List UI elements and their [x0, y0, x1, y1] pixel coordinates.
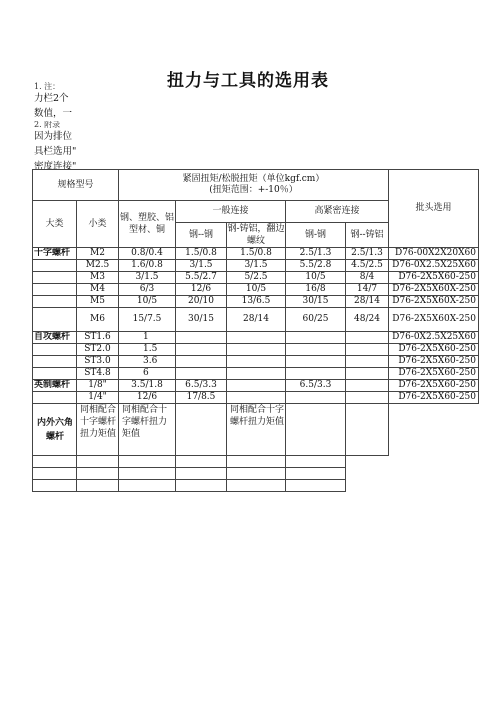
category-cell-empty — [33, 344, 77, 356]
material-cell: 1.6/0.8 — [119, 260, 176, 272]
general-a-cell: 17/8.5 — [176, 392, 227, 404]
material-header: 钢、塑胶、铝型材、铜 — [119, 201, 176, 248]
material-cell: 3/1.5 — [119, 272, 176, 284]
minor-cell: M5 — [77, 296, 119, 308]
material-cell: 0.8/0.4 — [119, 248, 176, 260]
general-a-cell: 6.5/3.3 — [176, 380, 227, 392]
table-row — [33, 272, 479, 284]
general-a-cell — [176, 404, 227, 456]
bit-cell: D76-2X5X60X-250 — [389, 308, 479, 332]
high-a-cell: 5.5/2.8 — [286, 260, 346, 272]
major-header: 大类 — [33, 201, 77, 248]
high-a-cell: 30/15 — [286, 296, 346, 308]
same-as-cell: 同相配合十字螺杆扭力矩值 — [77, 404, 119, 456]
high-b-cell: 14/7 — [346, 284, 389, 296]
category-cell-empty — [33, 284, 77, 296]
material-cell: 6/3 — [119, 284, 176, 296]
note-line: 因为排位 — [34, 131, 73, 142]
table-row — [33, 260, 479, 272]
category-cell-empty — [33, 356, 77, 368]
category-cell-empty — [33, 272, 77, 284]
note-line: 1. 注： — [34, 82, 61, 91]
general-a-cell: 12/6 — [176, 284, 227, 296]
material-cell: 3.6 — [119, 356, 176, 368]
high-b-cell — [346, 356, 389, 368]
steel-alu-header: 钢--铸铝 — [346, 223, 389, 248]
high-b-cell: 4.5/2.5 — [346, 260, 389, 272]
bit-header: 批头选用 — [389, 170, 479, 248]
minor-cell: ST1.6 — [77, 332, 119, 344]
category-cell-empty — [33, 368, 77, 380]
bit-cell: D76-2X5X60-250 — [389, 356, 479, 368]
general-a-cell: 20/10 — [176, 296, 227, 308]
general-a-cell: 30/15 — [176, 308, 227, 332]
torque-header-line1: 紧固扭矩/松脱扭矩（单位kgf.cm） — [182, 174, 325, 184]
bit-cell — [389, 404, 479, 456]
general-b-cell — [227, 368, 286, 380]
table-row — [33, 380, 479, 392]
header-row-1 — [33, 170, 479, 201]
general-a-cell: 3/1.5 — [176, 260, 227, 272]
high-b-cell — [346, 332, 389, 344]
bit-cell: D76-2X5X60X-250 — [389, 284, 479, 296]
category-cell: 内外六角螺杆 — [33, 404, 77, 456]
bit-cell: D76-0X2.5X25X60 — [389, 260, 479, 272]
bit-cell: D76-2X5X60-250 — [389, 344, 479, 356]
high-b-cell: 48/24 — [346, 308, 389, 332]
category-cell: 英制螺杆 — [33, 380, 77, 392]
bit-cell: D76-2X5X60-250 — [389, 380, 479, 392]
high-a-cell: 10/5 — [286, 272, 346, 284]
general-b-cell: 28/14 — [227, 308, 286, 332]
general-b-cell: 3/1.5 — [227, 260, 286, 272]
high-a-cell — [286, 404, 346, 456]
table-row — [33, 392, 479, 404]
minor-cell: 1/8" — [77, 380, 119, 392]
material-cell: 12/6 — [119, 392, 176, 404]
material-cell: 3.5/1.8 — [119, 380, 176, 392]
steel-steel2-header: 钢-钢 — [286, 223, 346, 248]
category-cell-empty — [33, 260, 77, 272]
table-row — [33, 308, 479, 332]
general-b-cell — [227, 344, 286, 356]
table-row — [33, 284, 479, 296]
general-a-cell — [176, 344, 227, 356]
category-cell: 自攻螺杆 — [33, 332, 77, 344]
general-a-cell — [176, 368, 227, 380]
note-line: 力栏2个 — [34, 93, 69, 104]
table-row — [33, 332, 479, 344]
material-cell: 1.5 — [119, 344, 176, 356]
general-b-cell — [227, 392, 286, 404]
high-a-cell — [286, 344, 346, 356]
spec-header: 规格型号 — [33, 170, 119, 201]
torque-table — [32, 169, 479, 492]
bit-cell: D76-2X5X60-250 — [389, 272, 479, 284]
general-b-cell: 13/6.5 — [227, 296, 286, 308]
high-a-cell — [286, 368, 346, 380]
high-header: 高紧密连接 — [286, 201, 389, 223]
note-line: 密度连接" — [34, 161, 77, 172]
minor-header: 小类 — [77, 201, 119, 248]
material-cell: 1 — [119, 332, 176, 344]
minor-cell: ST3.0 — [77, 356, 119, 368]
general-b-cell: 5/2.5 — [227, 272, 286, 284]
high-b-cell — [346, 368, 389, 380]
table-row — [33, 404, 479, 456]
category-cell: 十字螺杆 — [33, 248, 77, 260]
high-b-cell — [346, 392, 389, 404]
high-b-cell — [346, 380, 389, 392]
high-a-cell: 2.5/1.3 — [286, 248, 346, 260]
torque-header-line2: (扭矩范围：+-10％） — [209, 185, 298, 195]
general-b-cell: 10/5 — [227, 284, 286, 296]
steel-steel-header: 钢--钢 — [176, 223, 227, 248]
empty-row — [33, 456, 479, 468]
general-header: 一般连接 — [176, 201, 286, 223]
empty-row — [33, 468, 479, 480]
high-b-cell: 28/14 — [346, 296, 389, 308]
minor-cell: M2 — [77, 248, 119, 260]
high-a-cell: 16/8 — [286, 284, 346, 296]
minor-cell: M2.5 — [77, 260, 119, 272]
material-cell: 6 — [119, 368, 176, 380]
note-line: 具栏选用" — [34, 146, 77, 157]
bit-cell: D76-2X5X60-250 — [389, 368, 479, 380]
table-row — [33, 296, 479, 308]
general-a-cell: 5.5/2.7 — [176, 272, 227, 284]
high-a-cell: 60/25 — [286, 308, 346, 332]
same-as-cell: 同相配合十字螺杆扭力矩值 — [227, 404, 286, 456]
material-cell: 10/5 — [119, 296, 176, 308]
high-b-cell — [346, 404, 389, 456]
note-line: 2. 附录 — [34, 121, 61, 129]
general-b-cell — [227, 332, 286, 344]
steel-alu-flange-header: 钢-铸铝，翻边螺纹 — [227, 224, 285, 246]
high-b-cell: 8/4 — [346, 272, 389, 284]
minor-cell: M6 — [77, 308, 119, 332]
table-row — [33, 248, 479, 260]
torque-header — [119, 170, 389, 201]
category-cell-empty — [33, 308, 77, 332]
bit-cell: D76-2X5X60X-250 — [389, 296, 479, 308]
same-as-cell: 同相配合十字螺杆扭力矩值 — [119, 404, 176, 456]
material-cell: 15/7.5 — [119, 308, 176, 332]
table-row — [33, 356, 479, 368]
general-a-cell — [176, 356, 227, 368]
bit-cell: D76-2X5X60-250 — [389, 392, 479, 404]
general-a-cell: 1.5/0.8 — [176, 248, 227, 260]
general-a-cell — [176, 332, 227, 344]
page-title: 扭力与工具的选用表 — [167, 71, 329, 91]
high-b-cell — [346, 344, 389, 356]
category-cell-empty — [33, 296, 77, 308]
high-a-cell — [286, 332, 346, 344]
empty-row — [33, 480, 479, 492]
category-cell-empty — [33, 392, 77, 404]
minor-cell: ST4.8 — [77, 368, 119, 380]
side-notes — [34, 82, 76, 174]
high-a-cell — [286, 392, 346, 404]
bit-cell: D76-0X2.5X25X60 — [389, 332, 479, 344]
high-a-cell: 6.5/3.3 — [286, 380, 346, 392]
high-a-cell — [286, 356, 346, 368]
general-b-cell — [227, 380, 286, 392]
bit-cell: D76-00X2X20X60 — [389, 248, 479, 260]
table-row — [33, 368, 479, 380]
table-row — [33, 344, 479, 356]
general-b-cell — [227, 356, 286, 368]
note-line: 数值，一 — [34, 108, 73, 119]
minor-cell: M4 — [77, 284, 119, 296]
minor-cell: 1/4" — [77, 392, 119, 404]
general-b-cell: 1.5/0.8 — [227, 248, 286, 260]
minor-cell: ST2.0 — [77, 344, 119, 356]
minor-cell: M3 — [77, 272, 119, 284]
high-b-cell: 2.5/1.3 — [346, 248, 389, 260]
